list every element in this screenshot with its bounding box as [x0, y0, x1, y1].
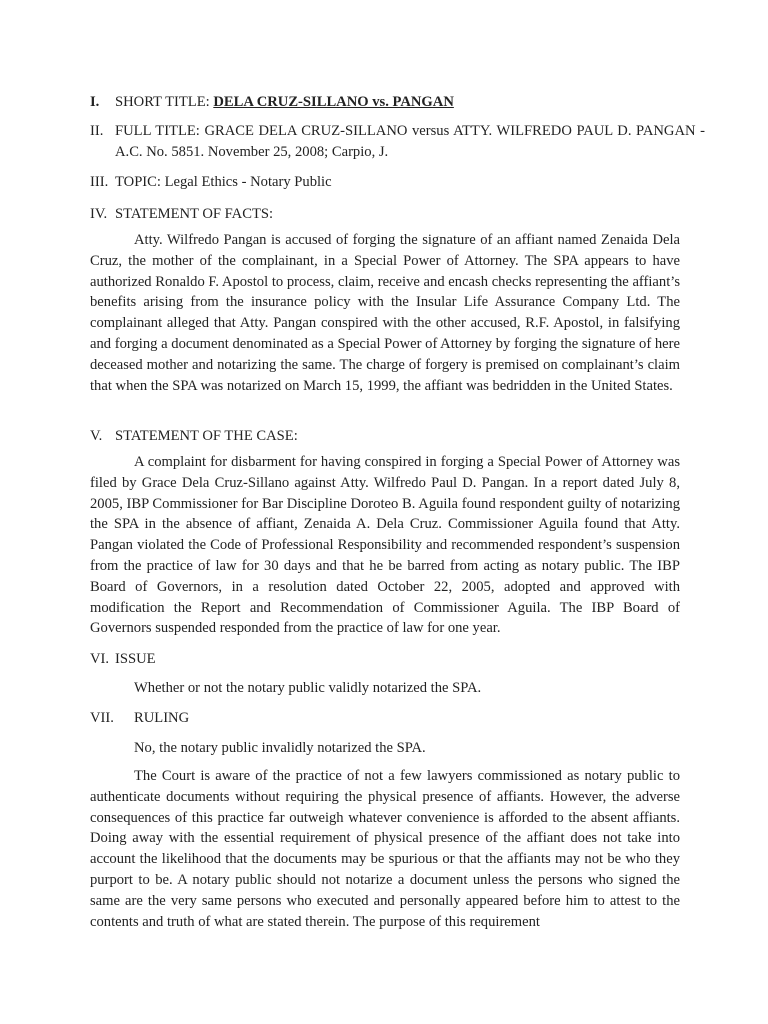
issue-heading	[90, 649, 680, 669]
topic-line	[90, 172, 680, 192]
section-number: II.	[90, 123, 104, 139]
ruling-paragraph: The Court is aware of the practice of not a few lawyers commissioned as notary public to authenticate documents without requiring the physical presence of affiants. However, the adverse consequences of this practice far outweigh whatever convenience is afforded to the absent affiants. Doing away with the essential requirement of physical presence of the affiant does not take into account the likelihood that the documents may be spurious or that the affiants may not be who they purport to be. A notary public should not notarize a document unless the persons who signed the same are the very same persons who executed and personally appeared before him to attest to the contents and truth of what are stated therein. The purpose of this requirement	[90, 768, 680, 930]
case-heading	[90, 426, 680, 446]
case-short-title: DELA CRUZ-SILLANO vs. PANGAN	[213, 94, 454, 110]
case-heading-text: STATEMENT OF THE CASE:	[115, 428, 298, 444]
short-title-line	[90, 92, 680, 112]
ruling-heading-text: RULING	[134, 710, 190, 726]
section-number: VI.	[90, 651, 110, 667]
section-number: V.	[90, 428, 103, 444]
topic-text: TOPIC: Legal Ethics - Notary Public	[115, 174, 332, 190]
full-title-text: FULL TITLE: GRACE DELA CRUZ-SILLANO versus ATTY. WILFREDO PAUL D. PANGAN - A.C. No. 5851. November 25, 2008; Carpio, J.	[115, 123, 705, 160]
section-number: IV.	[90, 206, 108, 222]
full-title-line	[90, 121, 705, 163]
issue-text: Whether or not the notary public validly notarized the SPA.	[134, 680, 482, 696]
section-number: III.	[90, 174, 109, 190]
facts-heading-text: STATEMENT OF FACTS:	[115, 206, 274, 222]
issue-heading-text: ISSUE	[115, 651, 156, 667]
facts-paragraph: Atty. Wilfredo Pangan is accused of forging the signature of an affiant named Zenaida Dela Cruz, the mother of the complainant, in a Special Power of Attorney. The SPA appears to have authorized Ronaldo F. Apostol to process, claim, receive and encash checks representing the affiant’s benefits arising from the insurance policy with the Insular Life Assurance Company Ltd. The complainant alleged that Atty. Pangan conspired with the other accused, R.F. Apostol, in falsifying and forging a document denominated as a Special Power of Attorney by forging the signature of here deceased mother and notarizing the same. The charge of forgery is premised on complainant’s claim that when the SPA was notarized on March 15, 1999, the affiant was bedridden in the United States.	[90, 232, 680, 394]
short-title-label: SHORT TITLE:	[115, 94, 214, 110]
case-paragraph: A complaint for disbarment for having conspired in forging a Special Power of Attorney was filed by Grace Dela Cruz-Sillano against Atty. Wilfredo Paul D. Pangan. In a report dated July 8, 2005, IBP Commissioner for Bar Discipline Doroteo B. Aguila found respondent guilty of notarizing the SPA in the absence of affiant, Zenaida A. Dela Cruz. Commissioner Aguila found that Atty. Pangan violated the Code of Professional Responsibility and recommended respondent’s suspension from the practice of law for 30 days and that he be barred from acting as notary public. The IBP Board of Governors, in a resolution dated October 22, 2005, adopted and approved with modification the Report and Recommendation of Commissioner Aguila. The IBP Board of Governors suspended responded from the practice of law for one year.	[90, 454, 680, 637]
ruling-short-answer: No, the notary public invalidly notarized the SPA.	[134, 740, 426, 756]
section-number: VII.	[90, 710, 114, 726]
section-number: I.	[90, 94, 100, 110]
facts-heading	[90, 204, 680, 224]
ruling-heading	[90, 708, 680, 728]
